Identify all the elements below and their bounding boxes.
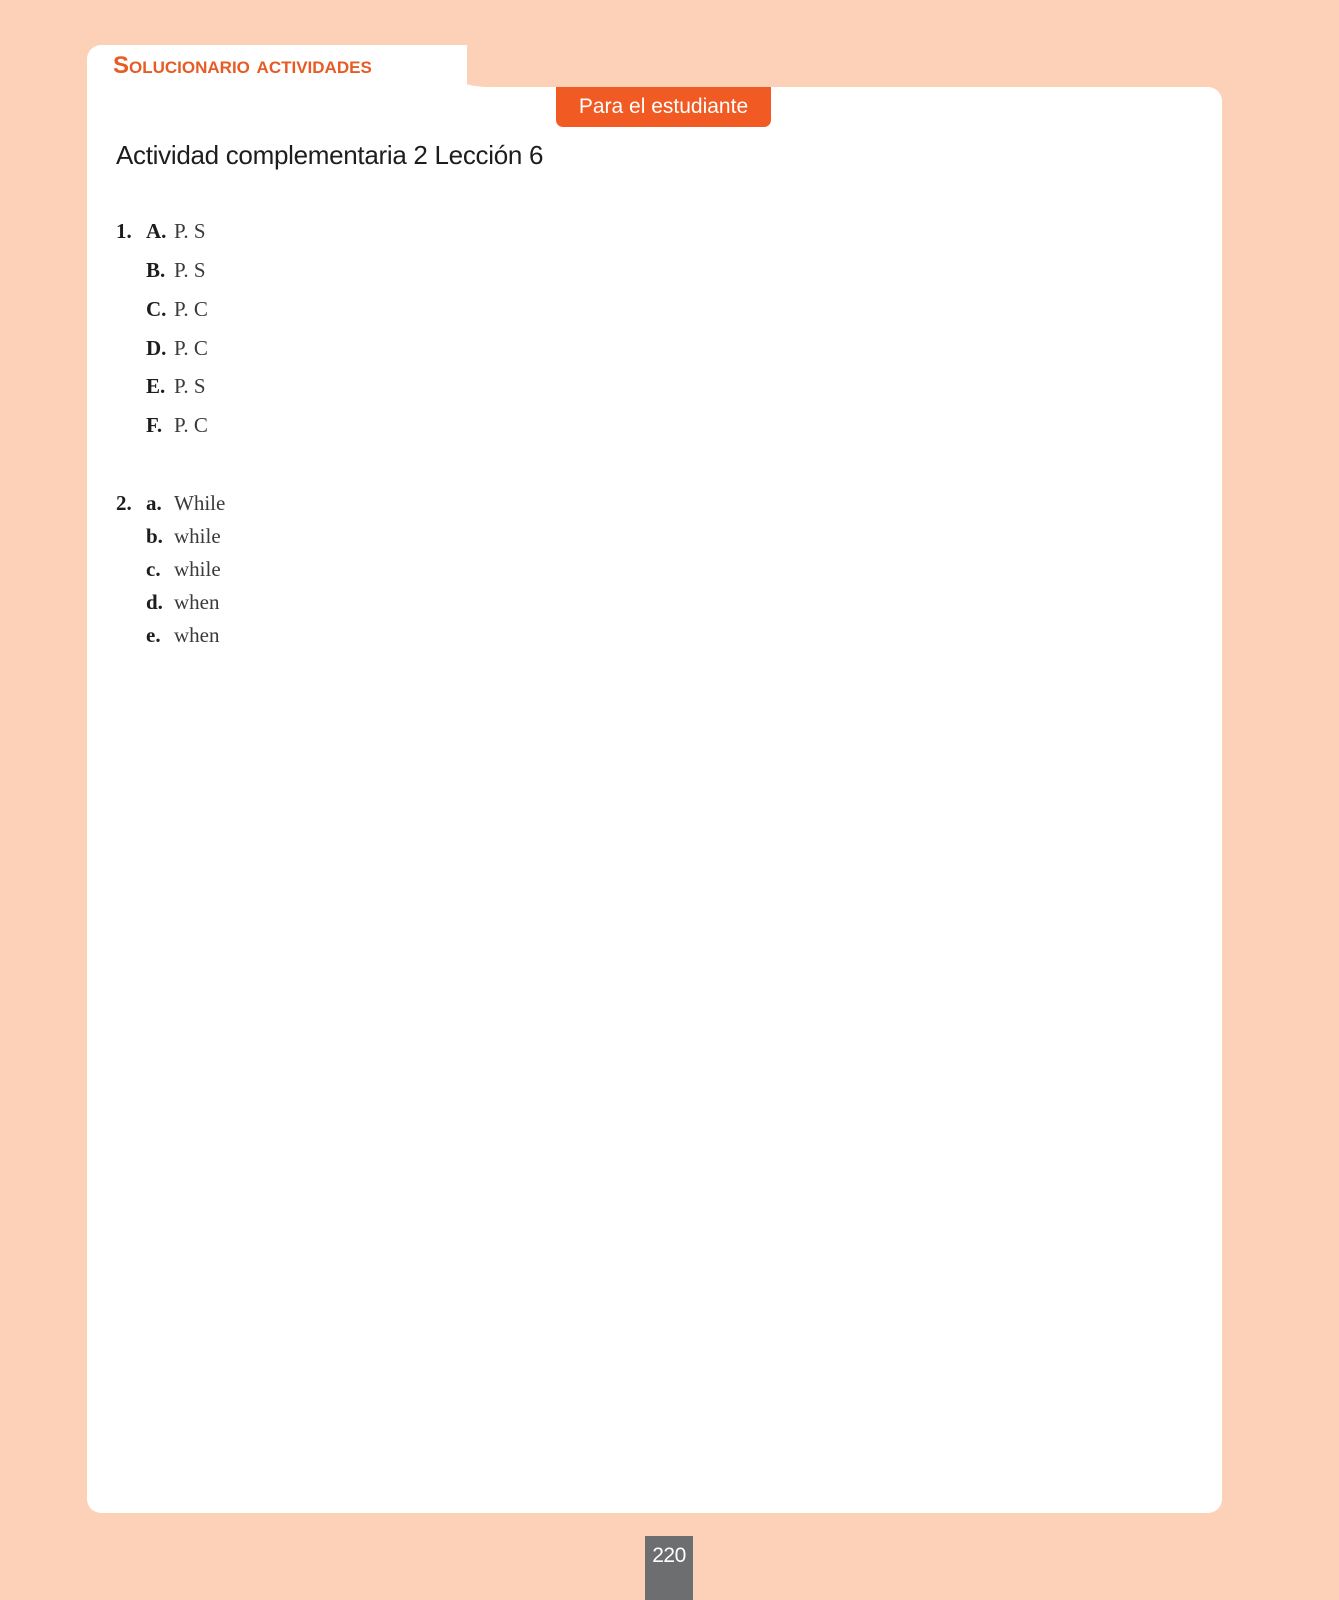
activity-title: Actividad complementaria 2 Lección 6 [116,140,544,170]
item-letter: E. [146,374,166,398]
item-answer: P. S [174,219,206,243]
item-answer: While [174,491,226,515]
item-letter: d. [146,590,163,614]
item-answer: P. C [174,336,208,360]
item-answer: P. S [174,374,206,398]
item-letter: A. [146,219,167,243]
question-number: 2. [116,491,132,515]
item-letter: b. [146,524,163,548]
item-answer: when [174,590,220,614]
item-answer: P. C [174,413,208,437]
item-answer: when [174,623,220,647]
item-letter: D. [146,336,167,360]
item-letter: c. [146,557,161,581]
item-answer: while [174,557,221,581]
item-letter: C. [146,297,167,321]
item-answer: P. C [174,297,208,321]
page-card [87,87,1222,1513]
item-answer: P. S [174,258,206,282]
page-number: 220 [652,1544,686,1567]
item-letter: F. [146,413,163,437]
question-number: 1. [116,219,132,243]
page-number-box [645,1536,693,1600]
item-letter: a. [146,491,162,515]
section-title: Solucionario actividades [113,52,372,79]
item-letter: B. [146,258,166,282]
item-answer: while [174,524,221,548]
audience-badge: Para el estudiante [556,87,771,127]
item-letter: e. [146,623,161,647]
